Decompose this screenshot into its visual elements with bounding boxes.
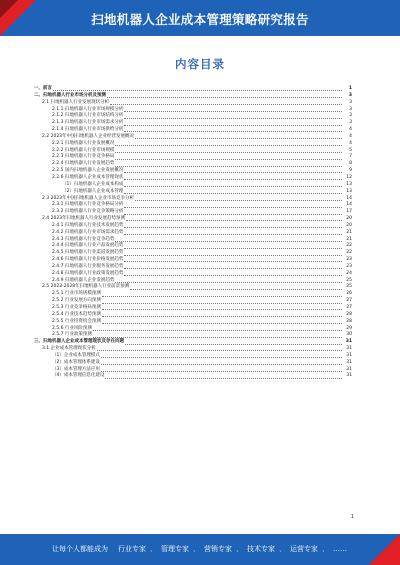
footer-slogan-item: 行业专家	[118, 545, 146, 553]
toc-entry[interactable]	[34, 230, 352, 237]
toc-leader-dots	[124, 179, 342, 180]
toc-entry-page: 26	[346, 291, 352, 297]
toc-entry-page: 3	[349, 106, 352, 112]
toc-entry[interactable]	[34, 175, 352, 182]
toc-leader-dots	[124, 193, 342, 194]
toc-entry-page: 27	[346, 305, 352, 310]
report-title: 扫地机器人企业成本管理策略研究报告	[91, 12, 309, 27]
toc-entry[interactable]	[34, 93, 352, 100]
toc-entry[interactable]	[34, 168, 352, 175]
toc-entry-page: 14	[346, 202, 352, 208]
toc-entry-text: 2.1.1 扫地机器人行业市场规模分析	[52, 106, 124, 112]
toc-title: 内容目录	[175, 57, 225, 71]
table-of-contents	[34, 86, 352, 380]
toc-leader-dots	[124, 268, 342, 269]
toc-entry-page: 4	[349, 127, 352, 133]
toc-entry-page: 20	[346, 222, 352, 228]
footer-slogan-item: 管理专家	[161, 545, 189, 553]
toc-entry-page: 23	[346, 257, 352, 263]
toc-entry-page: 17	[346, 209, 352, 215]
toc-leader-dots	[124, 275, 342, 276]
toc-entry-text: 2.2 2023年中国扫地机器人企业经营发展概况	[42, 133, 135, 139]
toc-entry-text: 2.2.6 扫地机器人企业成本管理现状	[52, 174, 124, 180]
toc-leader-dots	[124, 131, 342, 132]
toc-entry[interactable]	[34, 257, 352, 264]
toc-entry-page: 31	[345, 339, 352, 345]
toc-entry-page: 3	[348, 92, 352, 98]
toc-leader-dots	[115, 241, 342, 242]
toc-entry-text: 2.5 2023-2028年扫地机器人行业前景预测	[42, 284, 130, 290]
toc-leader-dots	[105, 378, 342, 379]
toc-leader-dots	[101, 364, 342, 365]
toc-entry-page: 14	[346, 195, 352, 201]
toc-leader-dots	[124, 255, 342, 256]
toc-entry-page: 8	[349, 161, 352, 167]
toc-entry-page: 31	[346, 373, 352, 379]
footer-separator: 、	[150, 545, 157, 553]
toc-entry-text: （2）成本管理体系建设	[52, 359, 100, 365]
toc-entry-page: 21	[346, 229, 352, 235]
footer-slogan	[52, 544, 347, 554]
toc-entry-page: 27	[346, 298, 352, 304]
toc-entry-text: 2.3.2 扫地机器人行业竞争策略分析	[52, 209, 124, 215]
toc-leader-dots	[125, 344, 342, 345]
toc-leader-dots	[115, 282, 342, 283]
toc-leader-dots	[135, 138, 342, 139]
footer-separator: 、	[236, 545, 243, 553]
toc-leader-dots	[115, 159, 342, 160]
toc-leader-dots	[102, 309, 342, 310]
footer-separator: 、	[279, 545, 286, 553]
toc-leader-dots	[115, 152, 342, 153]
toc-entry-text: 2.2.1 扫地机器人行业发展概况	[52, 140, 115, 146]
toc-entry-text: 2.5.3 行业竞争格局预测	[52, 305, 101, 310]
toc-entry-text: 2.2.2 扫地机器人行业市场规模	[52, 147, 115, 153]
toc-leader-dots	[107, 97, 342, 98]
toc-entry-text: （3）成本管理方法应用	[52, 366, 100, 372]
toc-entry[interactable]	[34, 223, 352, 230]
toc-entry-page: 25	[346, 284, 352, 290]
toc-entry-text: 二、扫地机器人行业市场分析及预测	[34, 92, 106, 98]
toc-leader-dots	[124, 234, 342, 235]
toc-entry-page: 28	[346, 311, 352, 317]
toc-leader-dots	[101, 357, 342, 358]
toc-leader-dots	[102, 296, 342, 297]
toc-entry-page: 29	[346, 325, 352, 331]
toc-leader-dots	[115, 166, 342, 167]
footer-red-corner	[369, 534, 400, 565]
toc-entry-page: 31	[346, 346, 352, 352]
toc-entry-text: 2.2.4 扫地机器人行业发展趋势	[52, 161, 115, 167]
toc-entry-text: 2.2.5 国内扫地机器人企业发展概况	[52, 168, 124, 174]
toc-entry-page: 13	[346, 181, 352, 187]
toc-entry-text: 2.4.3 扫地机器人行业竞争趋势	[52, 236, 115, 242]
toc-leader-dots	[124, 261, 342, 262]
toc-leader-dots	[126, 220, 342, 221]
toc-entry-text: 2.2.3 扫地机器人行业竞争格局	[52, 154, 115, 160]
toc-entry-text: 2.5.5 行业投资机会预测	[52, 318, 101, 324]
toc-entry-page: 21	[346, 236, 352, 242]
toc-entry-page: 13	[346, 188, 352, 194]
toc-entry-page: 9	[349, 168, 352, 174]
toc-entry[interactable]	[34, 141, 352, 148]
toc-entry[interactable]	[34, 346, 352, 353]
toc-leader-dots	[115, 145, 342, 146]
toc-entry-text: 一、前言	[34, 86, 52, 91]
footer-slogan-item: 营销专家	[204, 545, 232, 553]
toc-entry-page: 4	[349, 140, 352, 146]
toc-leader-dots	[102, 303, 342, 304]
toc-entry-text: （1）扫地机器人企业成本构成	[62, 181, 124, 187]
toc-entry[interactable]	[34, 305, 352, 312]
toc-entry-text: 2.4.8 扫地机器人行业政策发展趋势	[52, 270, 124, 276]
footer-slogan-lead: 让每个人都能成为	[52, 545, 108, 553]
toc-entry-page: 28	[346, 318, 352, 324]
toc-leader-dots	[102, 316, 342, 317]
toc-entry[interactable]	[34, 298, 352, 305]
toc-entry-text: 3.1 企业成本管理现状分析	[42, 346, 96, 352]
toc-entry-text: 2.3 2023年中国扫地机器人企业市场竞争分析	[42, 195, 135, 201]
toc-entry[interactable]	[34, 353, 352, 360]
toc-entry-page: 30	[346, 332, 352, 338]
footer-separator: 、	[322, 545, 329, 553]
toc-entry-page: 12	[346, 174, 352, 180]
toc-entry-text: 2.5.2 行业发展方向预测	[52, 298, 101, 304]
toc-leader-dots	[124, 125, 342, 126]
toc-entry[interactable]	[34, 127, 352, 134]
page-number: 1	[350, 514, 354, 520]
footer-banner	[0, 534, 400, 565]
header-banner	[0, 0, 400, 36]
toc-entry[interactable]	[34, 360, 352, 367]
toc-leader-dots	[124, 111, 342, 112]
toc-entry-text: （2）扫地机器人企业成本管理	[62, 188, 124, 194]
toc-entry-text: （4）成本管理信息化建设	[52, 373, 105, 379]
toc-entry[interactable]	[34, 264, 352, 271]
toc-entry[interactable]	[34, 216, 352, 223]
toc-entry-page: 3	[349, 113, 352, 119]
toc-entry-page: 4	[349, 133, 352, 139]
toc-entry-page: 22	[346, 250, 352, 256]
toc-entry-page: 24	[346, 270, 352, 276]
toc-entry-text: 2.4.7 扫地机器人行业服务发展趋势	[52, 263, 124, 269]
toc-entry-page: 5	[349, 147, 352, 153]
toc-entry-text: 2.4.5 扫地机器人行业渠道发展趋势	[52, 250, 124, 256]
toc-leader-dots	[124, 227, 342, 228]
toc-entry-page: 20	[346, 216, 352, 222]
toc-entry-page: 23	[346, 263, 352, 269]
toc-entry-page: 31	[346, 359, 352, 365]
toc-entry[interactable]	[34, 319, 352, 326]
toc-entry-text: 2.1 扫地机器人行业发展现状分析	[42, 99, 110, 105]
toc-entry-text: 2.4.6 扫地机器人行业价格发展趋势	[52, 257, 124, 263]
toc-entry[interactable]	[34, 312, 352, 319]
toc-entry-page: 31	[346, 352, 352, 358]
toc-entry-text: 2.4.1 扫地机器人行业技术发展趋势	[52, 222, 124, 228]
toc-leader-dots	[124, 118, 342, 119]
toc-entry-text: 2.5.6 行业风险预测	[52, 325, 92, 331]
toc-entry-page: 25	[346, 277, 352, 283]
footer-slogan-item: 运营专家	[290, 545, 318, 553]
toc-entry[interactable]	[34, 189, 352, 196]
toc-leader-dots	[135, 200, 342, 201]
toc-leader-dots	[97, 350, 342, 351]
toc-entry-text: （1）企业成本管理模式	[52, 352, 100, 358]
toc-entry-page: 1	[348, 86, 352, 91]
toc-leader-dots	[101, 371, 342, 372]
toc-entry[interactable]	[34, 182, 352, 189]
toc-entry-text: 2.1.2 扫地机器人行业市场结构分析	[52, 113, 124, 119]
toc-entry[interactable]	[34, 86, 352, 93]
toc-entry-text: 2.4.2 扫地机器人行业市场需求趋势	[52, 229, 124, 235]
toc-entry[interactable]	[34, 209, 352, 216]
toc-entry-text: 2.3.1 扫地机器人行业竞争格局分析	[52, 202, 124, 208]
toc-leader-dots	[53, 90, 342, 91]
toc-entry-page: 31	[346, 366, 352, 372]
toc-entry[interactable]	[34, 134, 352, 141]
toc-leader-dots	[110, 104, 342, 105]
toc-leader-dots	[124, 248, 342, 249]
toc-entry-text: 2.5.1 行业市场规模预测	[52, 291, 101, 297]
toc-leader-dots	[124, 172, 342, 173]
toc-leader-dots	[93, 337, 342, 338]
toc-entry-page: 3	[349, 99, 352, 105]
toc-leader-dots	[124, 207, 342, 208]
toc-entry-text: 2.4.9 扫地机器人企业发展趋势	[52, 277, 115, 283]
toc-entry-page: 3	[349, 120, 352, 126]
toc-entry[interactable]	[34, 100, 352, 107]
toc-leader-dots	[124, 214, 342, 215]
toc-leader-dots	[124, 186, 342, 187]
toc-entry-text: 2.4 2023年扫地机器人行业发展趋势预测	[42, 216, 126, 222]
footer-separator: 、	[193, 545, 200, 553]
toc-entry-page: 22	[346, 243, 352, 249]
toc-entry[interactable]	[34, 373, 352, 380]
toc-leader-dots	[102, 323, 342, 324]
footer-slogan-item: ……	[333, 545, 347, 553]
toc-entry[interactable]	[34, 271, 352, 278]
toc-entry-text: 2.1.3 扫地机器人行业市场需求分析	[52, 120, 124, 126]
toc-entry-text: 2.5.7 行业政策预测	[52, 332, 92, 338]
toc-entry-text: 2.1.4 扫地机器人行业市场供给分析	[52, 127, 124, 133]
toc-entry-text: 2.4.4 扫地机器人行业产品发展趋势	[52, 243, 124, 249]
toc-leader-dots	[130, 289, 342, 290]
toc-entry-text: 三、扫地机器人企业成本管理现状及存在问题	[34, 339, 124, 345]
toc-leader-dots	[93, 330, 342, 331]
toc-entry-page: 7	[349, 154, 352, 160]
toc-entry-text: 2.5.4 行业技术趋势预测	[52, 311, 101, 317]
footer-slogan-item: 技术专家	[247, 545, 275, 553]
